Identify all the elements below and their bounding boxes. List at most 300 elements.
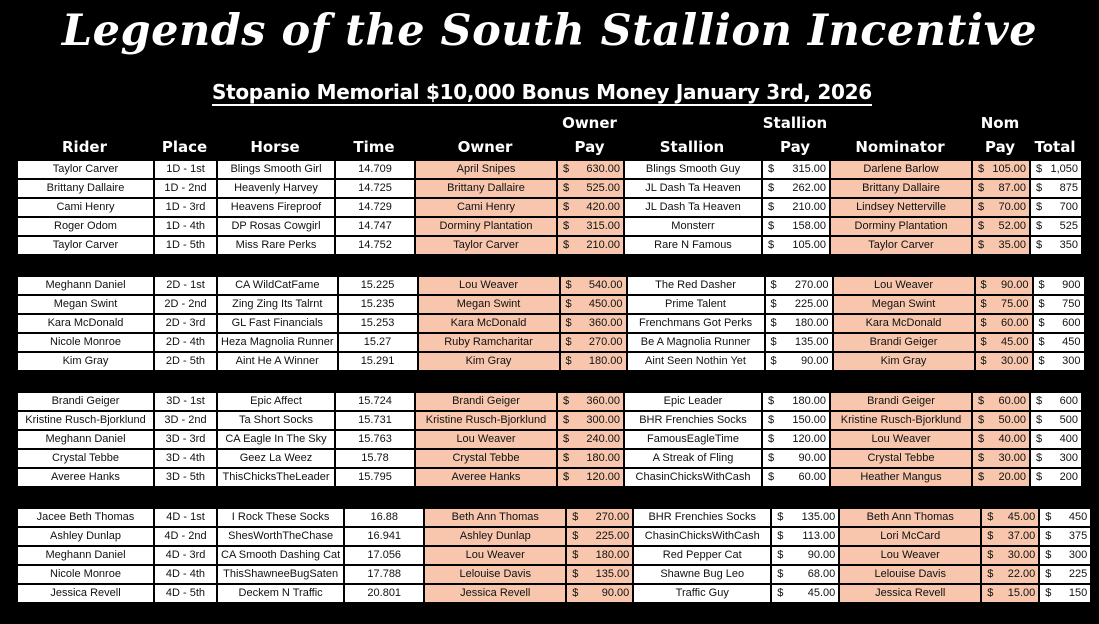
currency-symbol: $ xyxy=(563,163,570,175)
stallion-pay-cell xyxy=(762,236,830,255)
nominator-cell: Lelouise Davis xyxy=(839,565,981,584)
currency-symbol: $ xyxy=(572,587,579,599)
amount: 180.00 xyxy=(588,355,623,367)
stallion-pay-cell xyxy=(765,352,833,371)
amount: 70.00 xyxy=(998,201,1026,213)
page-title: Legends of the South Stallion Incentive xyxy=(61,6,1038,56)
owner-cell: Cami Henry xyxy=(415,198,557,217)
amount: 400 xyxy=(1059,433,1078,445)
nom-pay-cell xyxy=(981,546,1039,565)
amount: 500 xyxy=(1059,414,1078,426)
stallion-pay-cell xyxy=(762,179,830,198)
header-horse: Horse xyxy=(250,138,300,156)
time-cell: 14.747 xyxy=(335,217,415,236)
owner-pay-cell xyxy=(557,449,624,468)
currency-symbol: $ xyxy=(572,511,579,523)
time-cell: 15.724 xyxy=(335,392,415,411)
owner-pay-cell xyxy=(560,352,627,371)
stallion-cell: JL Dash Ta Heaven xyxy=(624,179,762,198)
stallion-pay-cell xyxy=(765,314,833,333)
owner-pay-cell xyxy=(557,430,624,449)
amount: 45.00 xyxy=(1007,511,1036,523)
total-cell xyxy=(1030,236,1082,255)
horse-cell: Epic Affect xyxy=(217,392,335,411)
place-cell: 1D - 5th xyxy=(154,236,217,255)
time-cell: 15.291 xyxy=(338,352,418,371)
nom-pay-cell xyxy=(972,449,1030,468)
currency-symbol: $ xyxy=(777,511,784,523)
place-cell: 3D - 5th xyxy=(154,468,217,487)
amount: 240.00 xyxy=(586,433,620,445)
page-subtitle: Stopanio Memorial $10,000 Bonus Money January 3rd, 2026 xyxy=(212,80,872,104)
time-cell: 14.709 xyxy=(335,160,415,179)
stallion-pay-cell xyxy=(762,430,830,449)
amount: 180.00 xyxy=(792,395,826,407)
place-cell: 2D - 4th xyxy=(154,333,217,352)
header-owner: Owner xyxy=(457,138,513,156)
amount: 180.00 xyxy=(595,549,630,561)
header-nominator: Nominator xyxy=(855,138,945,156)
amount: 90.00 xyxy=(807,549,836,561)
currency-symbol: $ xyxy=(768,471,775,483)
total-cell xyxy=(1039,546,1091,565)
amount: 375 xyxy=(1068,530,1088,542)
total-cell xyxy=(1030,198,1082,217)
owner-cell: Lou Weaver xyxy=(418,276,560,295)
place-cell: 2D - 5th xyxy=(154,352,217,371)
currency-symbol: $ xyxy=(1038,317,1045,329)
currency-symbol: $ xyxy=(1036,239,1043,251)
rider-cell: Taylor Carver xyxy=(17,160,154,179)
rider-cell: Jacee Beth Thomas xyxy=(17,508,154,527)
nominator-cell: Kara McDonald xyxy=(833,314,975,333)
place-cell: 3D - 2nd xyxy=(154,411,217,430)
nominator-cell: Taylor Carver xyxy=(830,236,972,255)
owner-cell: Ruby Ramcharitar xyxy=(418,333,560,352)
rider-cell: Kristine Rusch-Bjorklund xyxy=(17,411,154,430)
currency-symbol: $ xyxy=(770,279,777,291)
nominator-cell: Heather Mangus xyxy=(830,468,972,487)
time-cell: 17.056 xyxy=(344,546,424,565)
currency-symbol: $ xyxy=(1036,433,1043,445)
currency-symbol: $ xyxy=(1036,163,1043,175)
nom-pay-cell xyxy=(972,468,1030,487)
amount: 45.00 xyxy=(1000,336,1029,348)
total-cell xyxy=(1039,584,1091,603)
time-cell: 15.763 xyxy=(335,430,415,449)
amount: 135.00 xyxy=(794,336,829,348)
amount: 525.00 xyxy=(586,182,620,194)
nominator-cell: Brandi Geiger xyxy=(830,392,972,411)
amount: 315.00 xyxy=(792,163,826,175)
currency-symbol: $ xyxy=(987,587,994,599)
nominator-cell: Kristine Rusch-Bjorklund xyxy=(830,411,972,430)
place-cell: 1D - 1st xyxy=(154,160,217,179)
amount: 135.00 xyxy=(595,568,630,580)
amount: 225 xyxy=(1068,568,1088,580)
amount: 210.00 xyxy=(792,201,826,213)
stallion-cell: Shawne Bug Leo xyxy=(633,565,771,584)
place-cell: 4D - 2nd xyxy=(154,527,217,546)
currency-symbol: $ xyxy=(768,163,775,175)
amount: 30.00 xyxy=(1000,355,1029,367)
table-row xyxy=(17,276,1085,295)
currency-symbol: $ xyxy=(563,452,570,464)
stallion-pay-cell xyxy=(762,449,830,468)
place-cell: 1D - 3rd xyxy=(154,198,217,217)
amount: 180.00 xyxy=(586,452,620,464)
currency-symbol: $ xyxy=(563,433,570,445)
total-cell xyxy=(1033,352,1085,371)
currency-symbol: $ xyxy=(978,414,985,426)
nominator-cell: Kim Gray xyxy=(833,352,975,371)
total-cell xyxy=(1033,333,1085,352)
time-cell: 15.225 xyxy=(338,276,418,295)
stallion-cell: BHR Frenchies Socks xyxy=(633,508,771,527)
amount: 875 xyxy=(1059,182,1078,194)
rider-cell: Brandi Geiger xyxy=(17,392,154,411)
currency-symbol: $ xyxy=(770,317,777,329)
table-row xyxy=(17,565,1091,584)
total-cell xyxy=(1033,276,1085,295)
division-table-3 xyxy=(16,391,1083,488)
stallion-pay-cell xyxy=(771,565,839,584)
table-row xyxy=(17,430,1082,449)
rider-cell: Brittany Dallaire xyxy=(17,179,154,198)
currency-symbol: $ xyxy=(768,239,775,251)
currency-symbol: $ xyxy=(987,568,994,580)
amount: 50.00 xyxy=(998,414,1026,426)
time-cell: 15.27 xyxy=(338,333,418,352)
currency-symbol: $ xyxy=(1036,414,1043,426)
nominator-cell: Darlene Barlow xyxy=(830,160,972,179)
owner-cell: Megan Swint xyxy=(418,295,560,314)
stallion-cell: Frenchmans Got Perks xyxy=(627,314,765,333)
stallion-cell: Blings Smooth Guy xyxy=(624,160,762,179)
time-cell: 15.253 xyxy=(338,314,418,333)
place-cell: 4D - 5th xyxy=(154,584,217,603)
total-cell xyxy=(1033,295,1085,314)
time-cell: 16.88 xyxy=(344,508,424,527)
nom-pay-cell xyxy=(975,295,1033,314)
place-cell: 2D - 2nd xyxy=(154,295,217,314)
amount: 450 xyxy=(1068,511,1088,523)
nominator-cell: Lou Weaver xyxy=(839,546,981,565)
currency-symbol: $ xyxy=(980,298,987,310)
amount: 900 xyxy=(1062,279,1081,291)
horse-cell: GL Fast Financials xyxy=(217,314,338,333)
stallion-pay-cell xyxy=(771,584,839,603)
owner-pay-cell xyxy=(566,565,633,584)
total-cell xyxy=(1033,314,1085,333)
nom-pay-cell xyxy=(975,314,1033,333)
horse-cell: Ta Short Socks xyxy=(217,411,335,430)
time-cell: 16.941 xyxy=(344,527,424,546)
table-row xyxy=(17,160,1082,179)
nom-pay-cell xyxy=(981,508,1039,527)
amount: 150.00 xyxy=(792,414,826,426)
currency-symbol: $ xyxy=(978,163,985,175)
rider-cell: Nicole Monroe xyxy=(17,565,154,584)
rider-cell: Meghann Daniel xyxy=(17,430,154,449)
currency-symbol: $ xyxy=(563,220,570,232)
stallion-pay-cell xyxy=(762,217,830,236)
amount: 750 xyxy=(1062,298,1081,310)
currency-symbol: $ xyxy=(565,355,572,367)
currency-symbol: $ xyxy=(978,433,985,445)
owner-cell: Kara McDonald xyxy=(418,314,560,333)
amount: 45.00 xyxy=(807,587,836,599)
time-cell: 15.235 xyxy=(338,295,418,314)
table-row xyxy=(17,236,1082,255)
amount: 135.00 xyxy=(801,511,836,523)
table-row xyxy=(17,179,1082,198)
amount: 300.00 xyxy=(586,414,620,426)
place-cell: 3D - 4th xyxy=(154,449,217,468)
horse-cell: Heavens Fireproof xyxy=(217,198,335,217)
owner-pay-cell xyxy=(557,179,624,198)
stallion-pay-cell xyxy=(762,411,830,430)
currency-symbol: $ xyxy=(978,471,985,483)
amount: 300 xyxy=(1068,549,1088,561)
place-cell: 3D - 1st xyxy=(154,392,217,411)
total-cell xyxy=(1039,508,1091,527)
header-stallion-pay-line1: Stallion xyxy=(762,114,828,132)
owner-pay-cell xyxy=(566,546,633,565)
amount: 90.00 xyxy=(1000,279,1029,291)
currency-symbol: $ xyxy=(1045,511,1052,523)
owner-pay-cell xyxy=(566,527,633,546)
horse-cell: Deckem N Traffic xyxy=(217,584,344,603)
amount: 270.00 xyxy=(595,511,630,523)
amount: 210.00 xyxy=(586,239,620,251)
currency-symbol: $ xyxy=(980,336,987,348)
currency-symbol: $ xyxy=(572,549,579,561)
owner-cell: Brittany Dallaire xyxy=(415,179,557,198)
nom-pay-cell xyxy=(972,198,1030,217)
stallion-pay-cell xyxy=(765,295,833,314)
nom-pay-cell xyxy=(972,430,1030,449)
total-cell xyxy=(1030,160,1082,179)
nom-pay-cell xyxy=(972,392,1030,411)
currency-symbol: $ xyxy=(768,201,775,213)
currency-symbol: $ xyxy=(1045,568,1052,580)
currency-symbol: $ xyxy=(777,530,784,542)
horse-cell: I Rock These Socks xyxy=(217,508,344,527)
owner-cell: Crystal Tebbe xyxy=(415,449,557,468)
table-row xyxy=(17,584,1091,603)
header-place: Place xyxy=(161,138,208,156)
table-row xyxy=(17,295,1085,314)
nominator-cell: Dorminy Plantation xyxy=(830,217,972,236)
amount: 15.00 xyxy=(1007,587,1036,599)
currency-symbol: $ xyxy=(777,568,784,580)
currency-symbol: $ xyxy=(768,182,775,194)
amount: 90.00 xyxy=(800,355,829,367)
horse-cell: ThisShawneeBugSaten xyxy=(217,565,344,584)
currency-symbol: $ xyxy=(768,433,775,445)
amount: 270.00 xyxy=(588,336,623,348)
nom-pay-cell xyxy=(972,217,1030,236)
rider-cell: Meghann Daniel xyxy=(17,276,154,295)
time-cell: 15.78 xyxy=(335,449,415,468)
time-cell: 17.788 xyxy=(344,565,424,584)
stallion-pay-cell xyxy=(762,198,830,217)
currency-symbol: $ xyxy=(1038,355,1045,367)
stallion-cell: FamousEagleTime xyxy=(624,430,762,449)
rider-cell: Jessica Revell xyxy=(17,584,154,603)
time-cell: 15.731 xyxy=(335,411,415,430)
owner-pay-cell xyxy=(560,333,627,352)
amount: 420.00 xyxy=(586,201,620,213)
total-cell xyxy=(1030,468,1082,487)
nominator-cell: Lou Weaver xyxy=(833,276,975,295)
nom-pay-cell xyxy=(975,352,1033,371)
table-row xyxy=(17,546,1091,565)
amount: 600 xyxy=(1062,317,1081,329)
header-nom-pay-line1: Nom xyxy=(980,114,1020,132)
owner-pay-cell xyxy=(557,198,624,217)
place-cell: 2D - 1st xyxy=(154,276,217,295)
amount: 90.00 xyxy=(798,452,826,464)
horse-cell: CA WildCatFame xyxy=(217,276,338,295)
owner-cell: Brandi Geiger xyxy=(415,392,557,411)
horse-cell: Aint He A Winner xyxy=(217,352,338,371)
nom-pay-cell xyxy=(981,584,1039,603)
amount: 22.00 xyxy=(1007,568,1036,580)
stallion-pay-cell xyxy=(762,160,830,179)
header-rider: Rider xyxy=(62,138,107,156)
nom-pay-cell xyxy=(972,179,1030,198)
rider-cell: Crystal Tebbe xyxy=(17,449,154,468)
currency-symbol: $ xyxy=(980,317,987,329)
horse-cell: DP Rosas Cowgirl xyxy=(217,217,335,236)
table-row xyxy=(17,217,1082,236)
nominator-cell: Jessica Revell xyxy=(839,584,981,603)
owner-cell: Lou Weaver xyxy=(424,546,566,565)
amount: 75.00 xyxy=(1000,298,1029,310)
time-cell: 14.752 xyxy=(335,236,415,255)
currency-symbol: $ xyxy=(978,239,985,251)
currency-symbol: $ xyxy=(980,279,987,291)
currency-symbol: $ xyxy=(770,355,777,367)
owner-pay-cell xyxy=(566,584,633,603)
amount: 300 xyxy=(1059,452,1078,464)
division-table-2 xyxy=(16,275,1086,372)
amount: 360.00 xyxy=(586,395,620,407)
amount: 150 xyxy=(1068,587,1088,599)
table-row xyxy=(17,468,1082,487)
owner-cell: Beth Ann Thomas xyxy=(424,508,566,527)
amount: 315.00 xyxy=(586,220,620,232)
owner-cell: Averee Hanks xyxy=(415,468,557,487)
stallion-cell: Monsterr xyxy=(624,217,762,236)
place-cell: 1D - 2nd xyxy=(154,179,217,198)
rider-cell: Cami Henry xyxy=(17,198,154,217)
stallion-cell: Epic Leader xyxy=(624,392,762,411)
currency-symbol: $ xyxy=(1038,298,1045,310)
nom-pay-cell xyxy=(975,276,1033,295)
rider-cell: Averee Hanks xyxy=(17,468,154,487)
stallion-pay-cell xyxy=(771,546,839,565)
stallion-pay-cell xyxy=(762,392,830,411)
amount: 158.00 xyxy=(792,220,826,232)
owner-pay-cell xyxy=(560,276,627,295)
time-cell: 14.725 xyxy=(335,179,415,198)
owner-pay-cell xyxy=(557,236,624,255)
stallion-pay-cell xyxy=(771,508,839,527)
table-row xyxy=(17,333,1085,352)
table-row xyxy=(17,411,1082,430)
amount: 87.00 xyxy=(998,182,1026,194)
nom-pay-cell xyxy=(972,411,1030,430)
time-cell: 14.729 xyxy=(335,198,415,217)
stallion-pay-cell xyxy=(765,333,833,352)
nom-pay-cell xyxy=(972,160,1030,179)
amount: 113.00 xyxy=(802,530,836,542)
amount: 225.00 xyxy=(794,298,829,310)
currency-symbol: $ xyxy=(565,298,572,310)
table-row xyxy=(17,352,1085,371)
amount: 37.00 xyxy=(1007,530,1036,542)
amount: 1,050 xyxy=(1050,163,1078,175)
amount: 630.00 xyxy=(586,163,620,175)
amount: 68.00 xyxy=(807,568,836,580)
amount: 225.00 xyxy=(595,530,630,542)
place-cell: 4D - 1st xyxy=(154,508,217,527)
rider-cell: Roger Odom xyxy=(17,217,154,236)
place-cell: 2D - 3rd xyxy=(154,314,217,333)
currency-symbol: $ xyxy=(987,530,994,542)
currency-symbol: $ xyxy=(768,220,775,232)
total-cell xyxy=(1030,430,1082,449)
currency-symbol: $ xyxy=(563,239,570,251)
amount: 30.00 xyxy=(1007,549,1036,561)
owner-cell: Dorminy Plantation xyxy=(415,217,557,236)
place-cell: 4D - 3rd xyxy=(154,546,217,565)
rider-cell: Nicole Monroe xyxy=(17,333,154,352)
time-cell: 20.801 xyxy=(344,584,424,603)
total-cell xyxy=(1030,217,1082,236)
amount: 450 xyxy=(1062,336,1081,348)
currency-symbol: $ xyxy=(768,414,775,426)
currency-symbol: $ xyxy=(777,549,784,561)
total-cell xyxy=(1030,449,1082,468)
horse-cell: Miss Rare Perks xyxy=(217,236,335,255)
horse-cell: CA Smooth Dashing Cat xyxy=(217,546,344,565)
currency-symbol: $ xyxy=(768,395,775,407)
amount: 180.00 xyxy=(794,317,829,329)
nom-pay-cell xyxy=(972,236,1030,255)
nom-pay-cell xyxy=(981,527,1039,546)
currency-symbol: $ xyxy=(987,549,994,561)
header-time: Time xyxy=(353,138,395,156)
currency-symbol: $ xyxy=(1036,201,1043,213)
stallion-pay-cell xyxy=(762,468,830,487)
stallion-cell: The Red Dasher xyxy=(627,276,765,295)
horse-cell: CA Eagle In The Sky xyxy=(217,430,335,449)
horse-cell: ShesWorthTheChase xyxy=(217,527,344,546)
currency-symbol: $ xyxy=(1036,220,1043,232)
table-row xyxy=(17,314,1085,333)
currency-symbol: $ xyxy=(768,452,775,464)
amount: 300 xyxy=(1062,355,1081,367)
horse-cell: Geez La Weez xyxy=(217,449,335,468)
currency-symbol: $ xyxy=(563,471,570,483)
nominator-cell: Crystal Tebbe xyxy=(830,449,972,468)
currency-symbol: $ xyxy=(987,511,994,523)
currency-symbol: $ xyxy=(572,530,579,542)
